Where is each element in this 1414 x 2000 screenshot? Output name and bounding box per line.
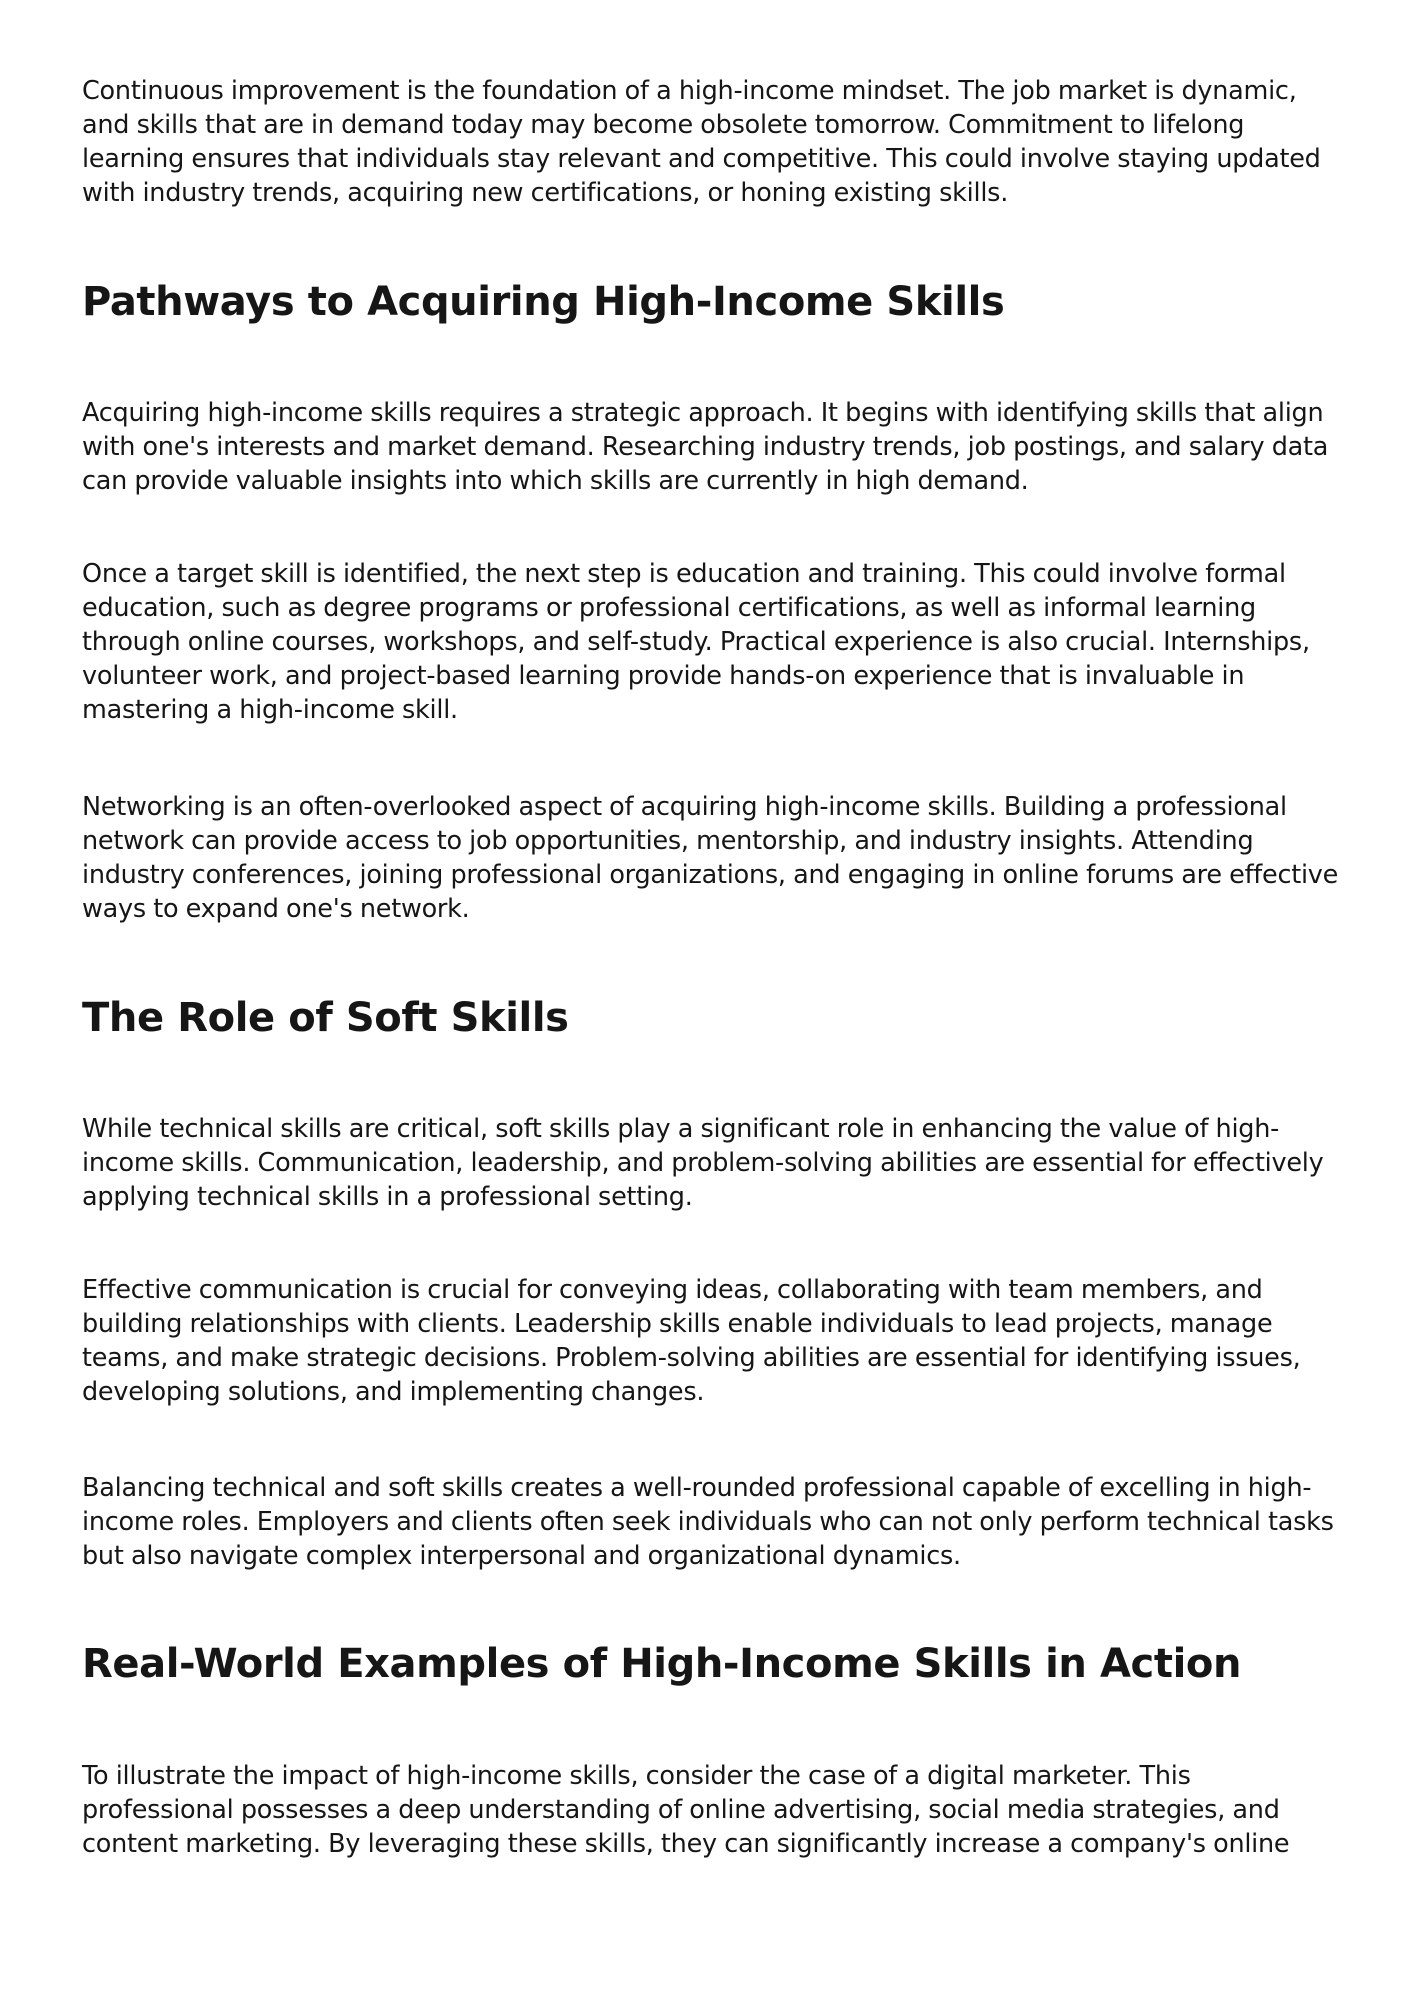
- heading-pathways: Pathways to Acquiring High-Income Skills: [82, 279, 1005, 325]
- paragraph-soft-skills-1: While technical skills are critical, soft skills play a significant role in enhancing the value of high-income skills. Communication, leadership, and problem-solving abilities are essential for effectively applying technical skills in a professional setting.: [82, 1114, 1324, 1212]
- paragraph-pathways-3: Networking is an often-overlooked aspect of acquiring high-income skills. Building a professional network can provide access to job opportunities, mentorship, and industry insights. Attending industry conferences, joining professional organizations, and engaging in online forums are effective ways to expand one's network.: [82, 792, 1339, 924]
- paragraph-soft-skills-3: Balancing technical and soft skills creates a well-rounded professional capable of excelling in high-income roles. Employers and clients often seek individuals who can not only perform technical tasks but also navigate complex interpersonal and organizational dynamics.: [82, 1473, 1334, 1571]
- paragraph-pathways-2: Once a target skill is identified, the next step is education and training. This could involve formal education, such as degree programs or professional certifications, as well as informal learning through online courses, workshops, and self-study. Practical experience is also crucial. Internships, volunteer work, and project-based learning provide hands-on experience that is invaluable in mastering a high-income skill.: [82, 559, 1310, 725]
- heading-real-world-examples: Real-World Examples of High-Income Skills in Action: [82, 1641, 1242, 1687]
- paragraph-intro: Continuous improvement is the foundation of a high-income mindset. The job market is dynamic, and skills that are in demand today may become obsolete tomorrow. Commitment to lifelong learning ensures that individuals stay relevant and competitive. This could involve staying updated with industry trends, acquiring new certifications, or honing existing skills.: [82, 76, 1321, 208]
- paragraph-real-world-1: To illustrate the impact of high-income skills, consider the case of a digital marketer. This professional possesses a deep understanding of online advertising, social media strategies, and content marketing. By leveraging these skills, they can significantly increase a company's online: [82, 1761, 1290, 1859]
- heading-soft-skills: The Role of Soft Skills: [82, 995, 569, 1041]
- paragraph-soft-skills-2: Effective communication is crucial for conveying ideas, collaborating with team members, and building relationships with clients. Leadership skills enable individuals to lead projects, manage teams, and make strategic decisions. Problem-solving abilities are essential for identifying issues, developing solutions, and implementing changes.: [82, 1275, 1301, 1407]
- paragraph-pathways-1: Acquiring high-income skills requires a strategic approach. It begins with identifying skills that align with one's interests and market demand. Researching industry trends, job postings, and salary data can provide valuable insights into which skills are currently in high demand.: [82, 398, 1329, 496]
